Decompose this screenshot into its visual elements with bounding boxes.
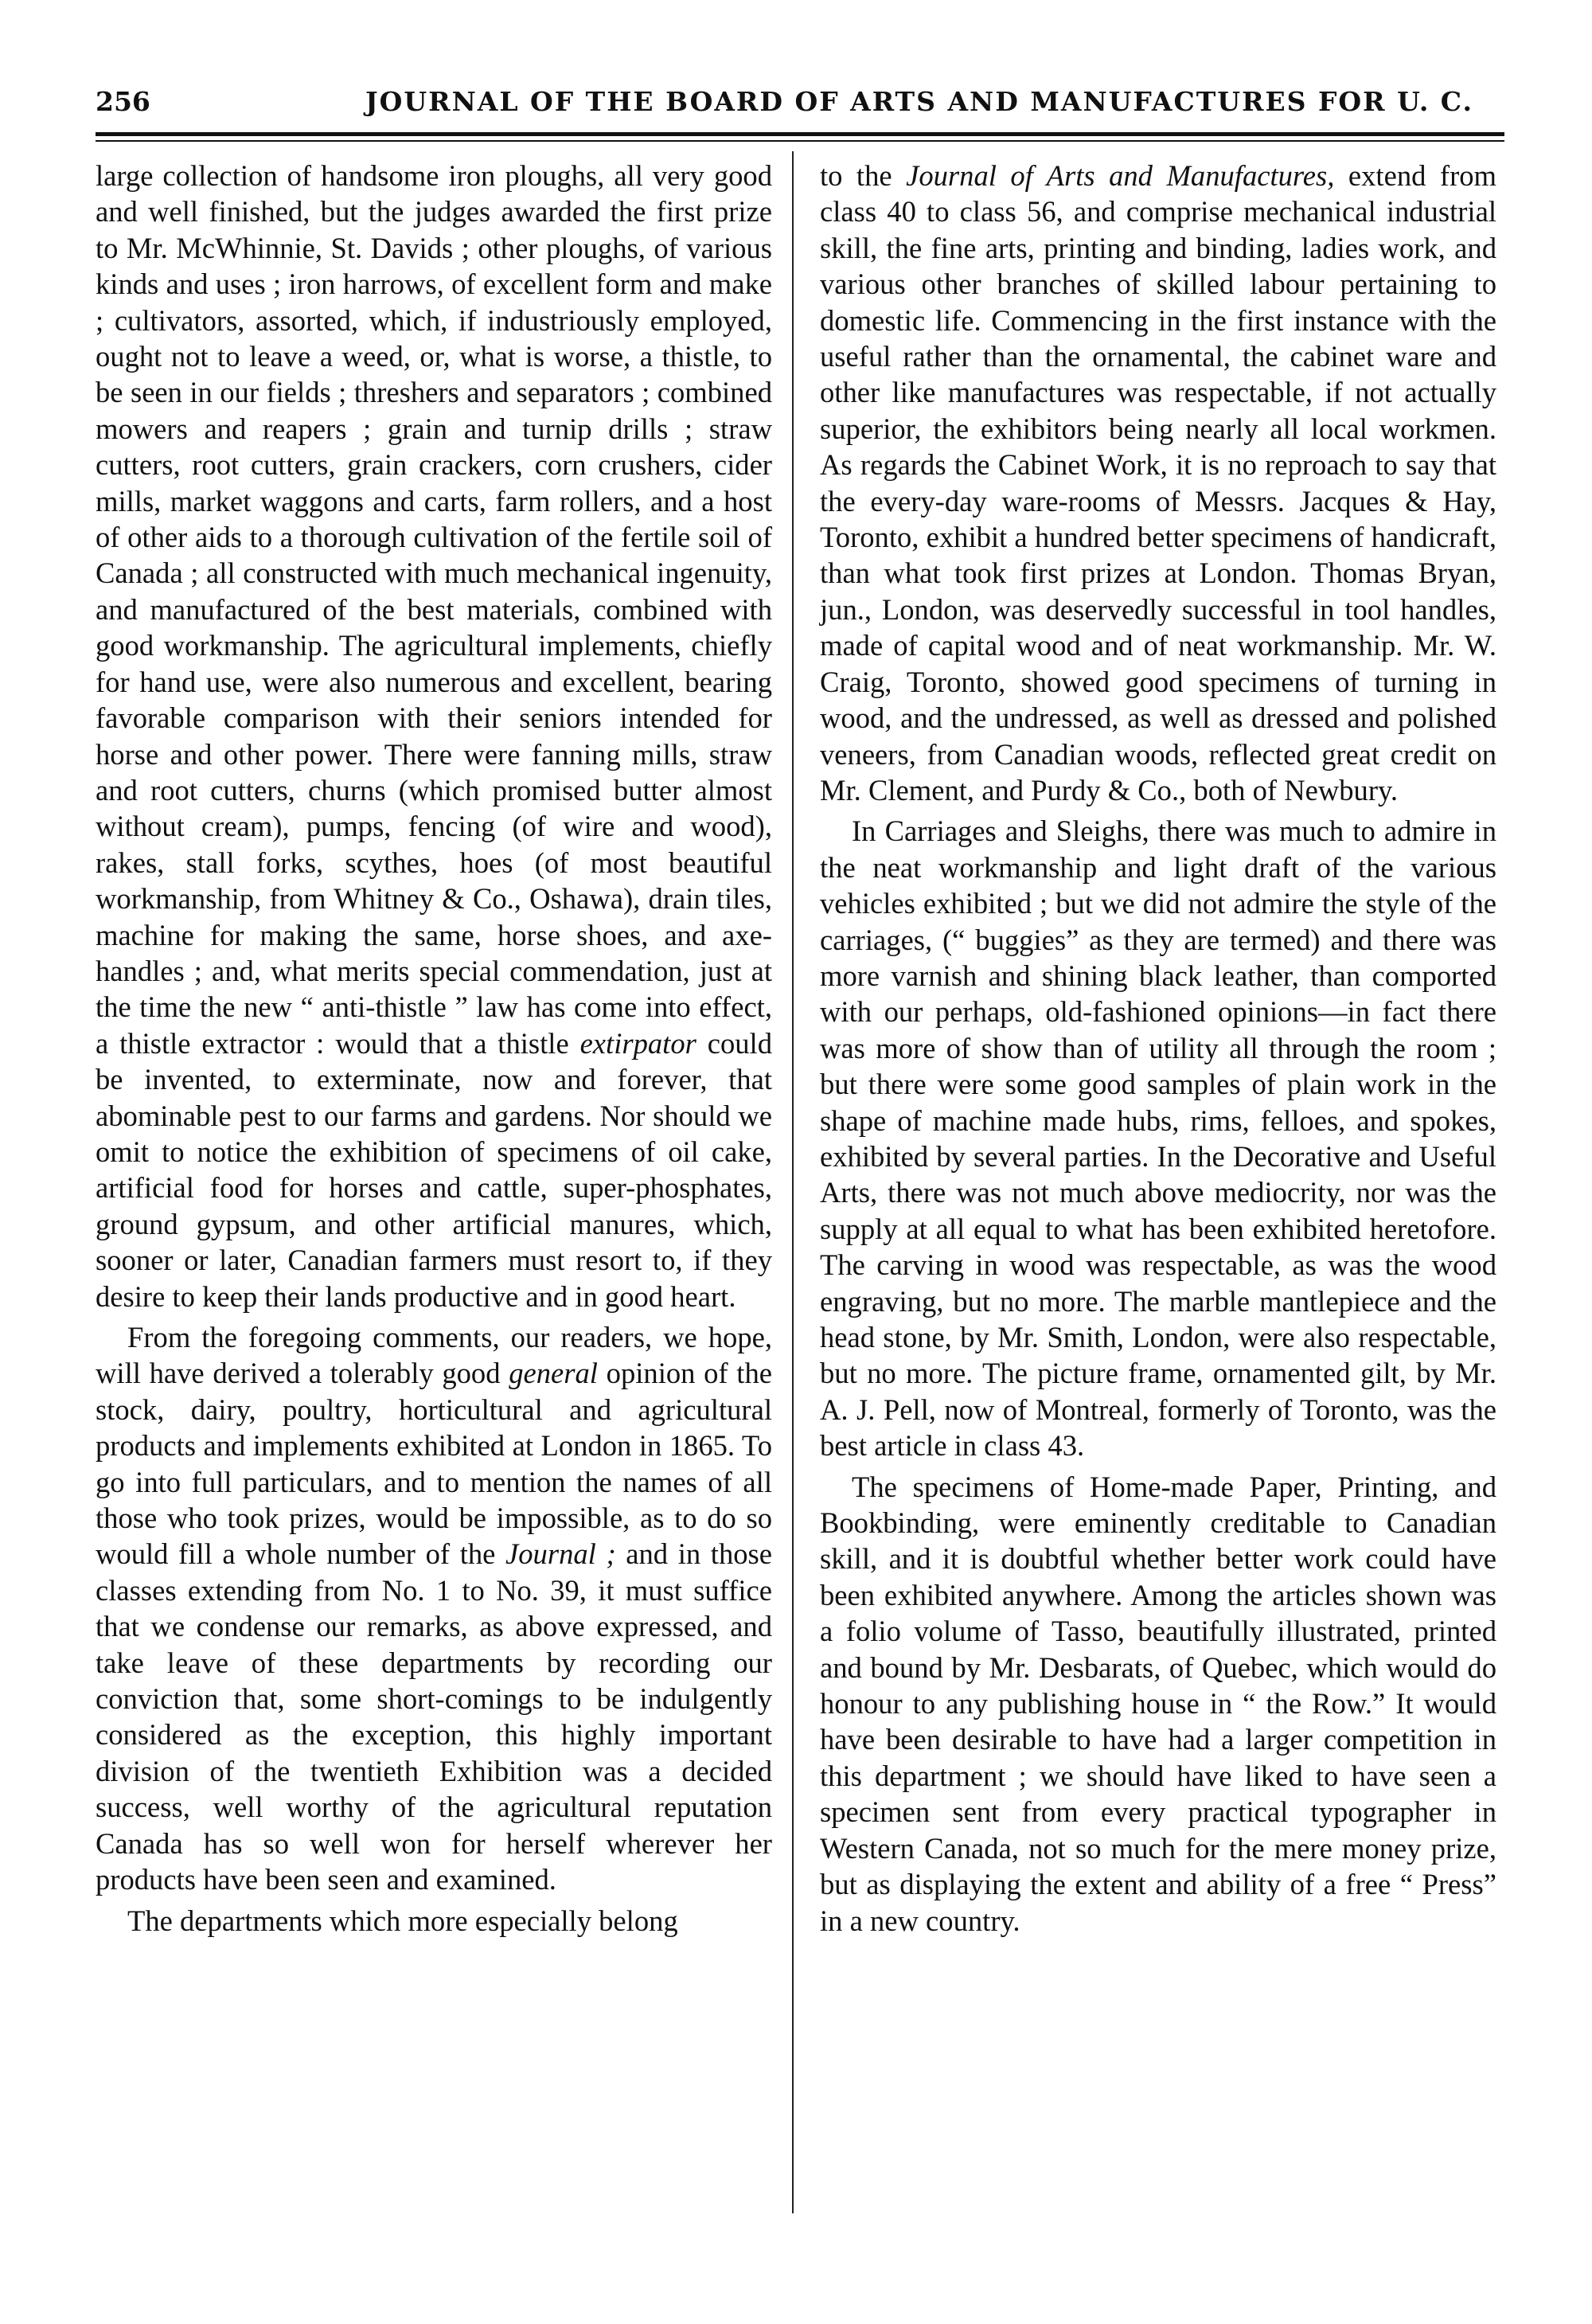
- page-number: 256: [96, 86, 150, 117]
- right-paragraph-3: The specimens of Home-made Paper, Printing, and Bookbinding, were eminently creditable to Canadian skill, and it is doubtful whether better work could have been exhibited anywhere. Among the articles shown was a folio volume of Tasso, beautifully illustrated, printed and bound by Mr. Desbarats, of Quebec, which would do honour to any publishing house in “ the Row.” It would have been desirable to have had a larger competition in this department ; we should have liked to have seen a specimen sent from every practical typographer in Western Canada, not so much for the mere money prize, but as displaying the extent and ability of a free “ Press” in a new country.: [820, 1470, 1496, 1937]
- left-paragraph-3: The departments which more especially belong: [127, 1904, 678, 1937]
- left-paragraph-1: large collection of handsome iron ploughs, all very good and well finished, but the judges awarded the first prize to Mr. McWhinnie, St. Davids ; other ploughs, of various kinds and uses ; iron harrows, of excellent form and make ; cultivators, assorted, which, if industriously employed, ought not to leave a weed, or, what is worse, a thistle, to be seen in our fields ; threshers and separators ; combined mowers and reapers ; grain and turnip drills ; straw cutters, root cutters, grain crackers, corn crushers, cider mills, market waggons and carts, farm rollers, and a host of other aids to a thorough cultivation of the fertile soil of Canada ; all constructed with much mechanical ingenuity, and manufactured of the best materials, combined with good workmanship. The agricultural implements, chiefly for hand use, were also numerous and excellent, bearing favorable comparison with their seniors intended for horse and other power. There were fanning mills, straw and root cutters, churns (which promised butter almost without cream), pumps, fencing (of wire and wood), rakes, stall forks, scythes, hoes (of most beautiful workmanship, from Whitney & Co., Oshawa), drain tiles, machine for making the same, horse shoes, and axe-handles ; and, what merits special commendation, just at the time the new “ anti-thistle ” law has come into effect, a thistle extractor : would that a thistle extirpator could be invented, to exterminate, now and forever, that abominable pest to our farms and gardens. Nor should we omit to notice the exhibition of specimens of oil cake, artificial food for horses and cattle, super-phosphates, ground gypsum, and other artificial manures, which, sooner or later, Canadian farmers must resort to, if they desire to keep their lands productive and in good heart.: [96, 159, 772, 1313]
- header-rule-thin: [96, 140, 1504, 142]
- running-header: [96, 86, 1504, 124]
- left-column: [96, 158, 772, 1939]
- right-column: [820, 158, 1496, 1939]
- right-paragraph-2: In Carriages and Sleighs, there was much to admire in the neat workmanship and light draft of the various vehicles exhibited ; but we did not admire the style of the carriages, (“ buggies” as they are termed) and there was more varnish and shining black leather, than comported with our perhaps, old-fashioned opinions—in fact there was more of show than of utility all through the room ; but there were some good samples of plain work in the shape of machine made hubs, rims, felloes, and spokes, exhibited by several parties. In the Decorative and Useful Arts, there was not much above mediocrity, nor was the supply at all equal to what has been exhibited heretofore. The carving in wood was respectable, as was the wood engraving, but no more. The marble mantlepiece and the head stone, by Mr. Smith, London, were also respectable, but no more. The picture frame, ornamented gilt, by Mr. A. J. Pell, now of Montreal, formerly of Toronto, was the best article in class 43.: [820, 814, 1496, 1463]
- running-title: JOURNAL OF THE BOARD OF ARTS AND MANUFACTURES FOR U. C.: [365, 86, 1473, 117]
- right-paragraph-1: to the Journal of Arts and Manufactures, extend from class 40 to class 56, and comprise mechanical industrial skill, the fine arts, printing and binding, ladies work, and various other branches of skilled labour pertaining to domestic life. Commencing in the first instance with the useful rather than the ornamental, the cabinet ware and other like manufactures was respectable, if not actually superior, the exhibitors being nearly all local workmen. As regards the Cabinet Work, it is no reproach to say that the every-day ware-rooms of Messrs. Jacques & Hay, Toronto, exhibit a hundred better specimens of handicraft, than what took first prizes at London. Thomas Bryan, jun., London, was deservedly successful in tool handles, made of capital wood and of neat workmanship. Mr. W. Craig, Toronto, showed good specimens of turning in wood, and the undressed, as well as dressed and polished veneers, from Canadian woods, reflected great credit on Mr. Clement, and Purdy & Co., both of Newbury.: [820, 159, 1496, 807]
- left-paragraph-2: From the foregoing comments, our readers, we hope, will have derived a tolerably good general opinion of the stock, dairy, poultry, horticultural and agricultural products and implements exhibited at London in 1865. To go into full particulars, and to mention the names of all those who took prizes, would be impossible, as to do so would fill a whole number of the Journal ; and in those classes extending from No. 1 to No. 39, it must suffice that we condense our remarks, as above expressed, and take leave of these departments by recording our conviction that, some short-comings to be indulgently considered as the exception, this highly important division of the twentieth Exhibition was a decided success, well worthy of the agricultural reputation Canada has so well won for herself wherever her products have been seen and examined.: [96, 1321, 773, 1896]
- header-rule-thick: [96, 132, 1504, 136]
- column-divider: [792, 151, 794, 2213]
